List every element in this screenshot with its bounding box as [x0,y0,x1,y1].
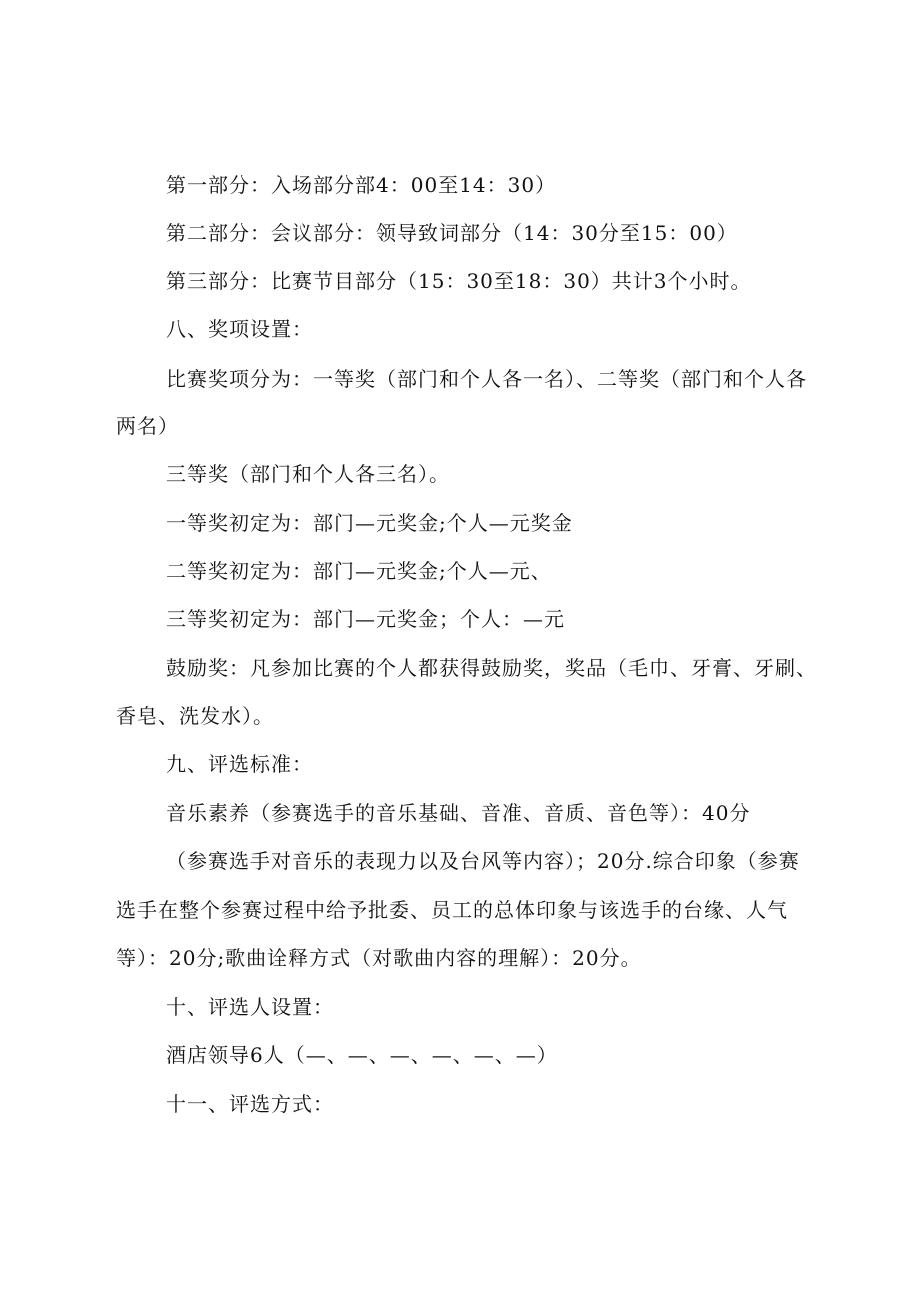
section-heading-method: 十一、评选方式： [166,1092,334,1116]
encouragement-award-line-2: 香皂、洗发水）。 [116,704,274,728]
awards-paragraph-line-1: 比赛奖项分为：一等奖（部门和个人各一名）、二等奖（部门和个人各 [166,367,807,391]
awards-paragraph-line-2: 两名） [116,414,179,438]
criteria-music-literacy: 音乐素养（参赛选手的音乐基础、音准、音质、音色等）：40分 [166,801,751,825]
encouragement-award-line-1: 鼓励奖：凡参加比赛的个人都获得鼓励奖，奖品（毛巾、牙膏、牙刷、 [166,656,817,680]
schedule-part-1: 第一部分：入场部分部4：00至14：30） [166,173,557,197]
first-prize-amount: 一等奖初定为：部门—元奖金;个人—元奖金 [166,511,573,535]
schedule-part-3: 第三部分：比赛节目部分（15：30至18：30）共计3个小时。 [166,269,752,293]
section-heading-judges: 十、评选人设置： [166,995,334,1019]
second-prize-amount: 二等奖初定为：部门—元奖金;个人—元、 [166,559,552,583]
criteria-paragraph-line-2: 选手在整个参赛过程中给予批委、员工的总体印象与该选手的台缘、人气 [116,898,788,922]
section-heading-awards: 八、奖项设置： [166,317,313,341]
judges-hotel-leaders: 酒店领导6人（—、—、—、—、—、—） [166,1043,558,1067]
criteria-paragraph-line-3: 等）：20分;歌曲诠释方式（对歌曲内容的理解）：20分。 [116,946,642,970]
section-heading-criteria: 九、评选标准： [166,752,313,776]
third-prize-amount: 三等奖初定为：部门—元奖金；个人：—元 [166,607,565,631]
third-prize-count: 三等奖（部门和个人各三名）。 [166,462,450,486]
criteria-paragraph-line-1: （参赛选手对音乐的表现力以及台风等内容）；20分.综合印象（参赛 [166,849,800,873]
schedule-part-2: 第二部分：会议部分：领导致词部分（14：30分至15：00） [166,221,738,245]
